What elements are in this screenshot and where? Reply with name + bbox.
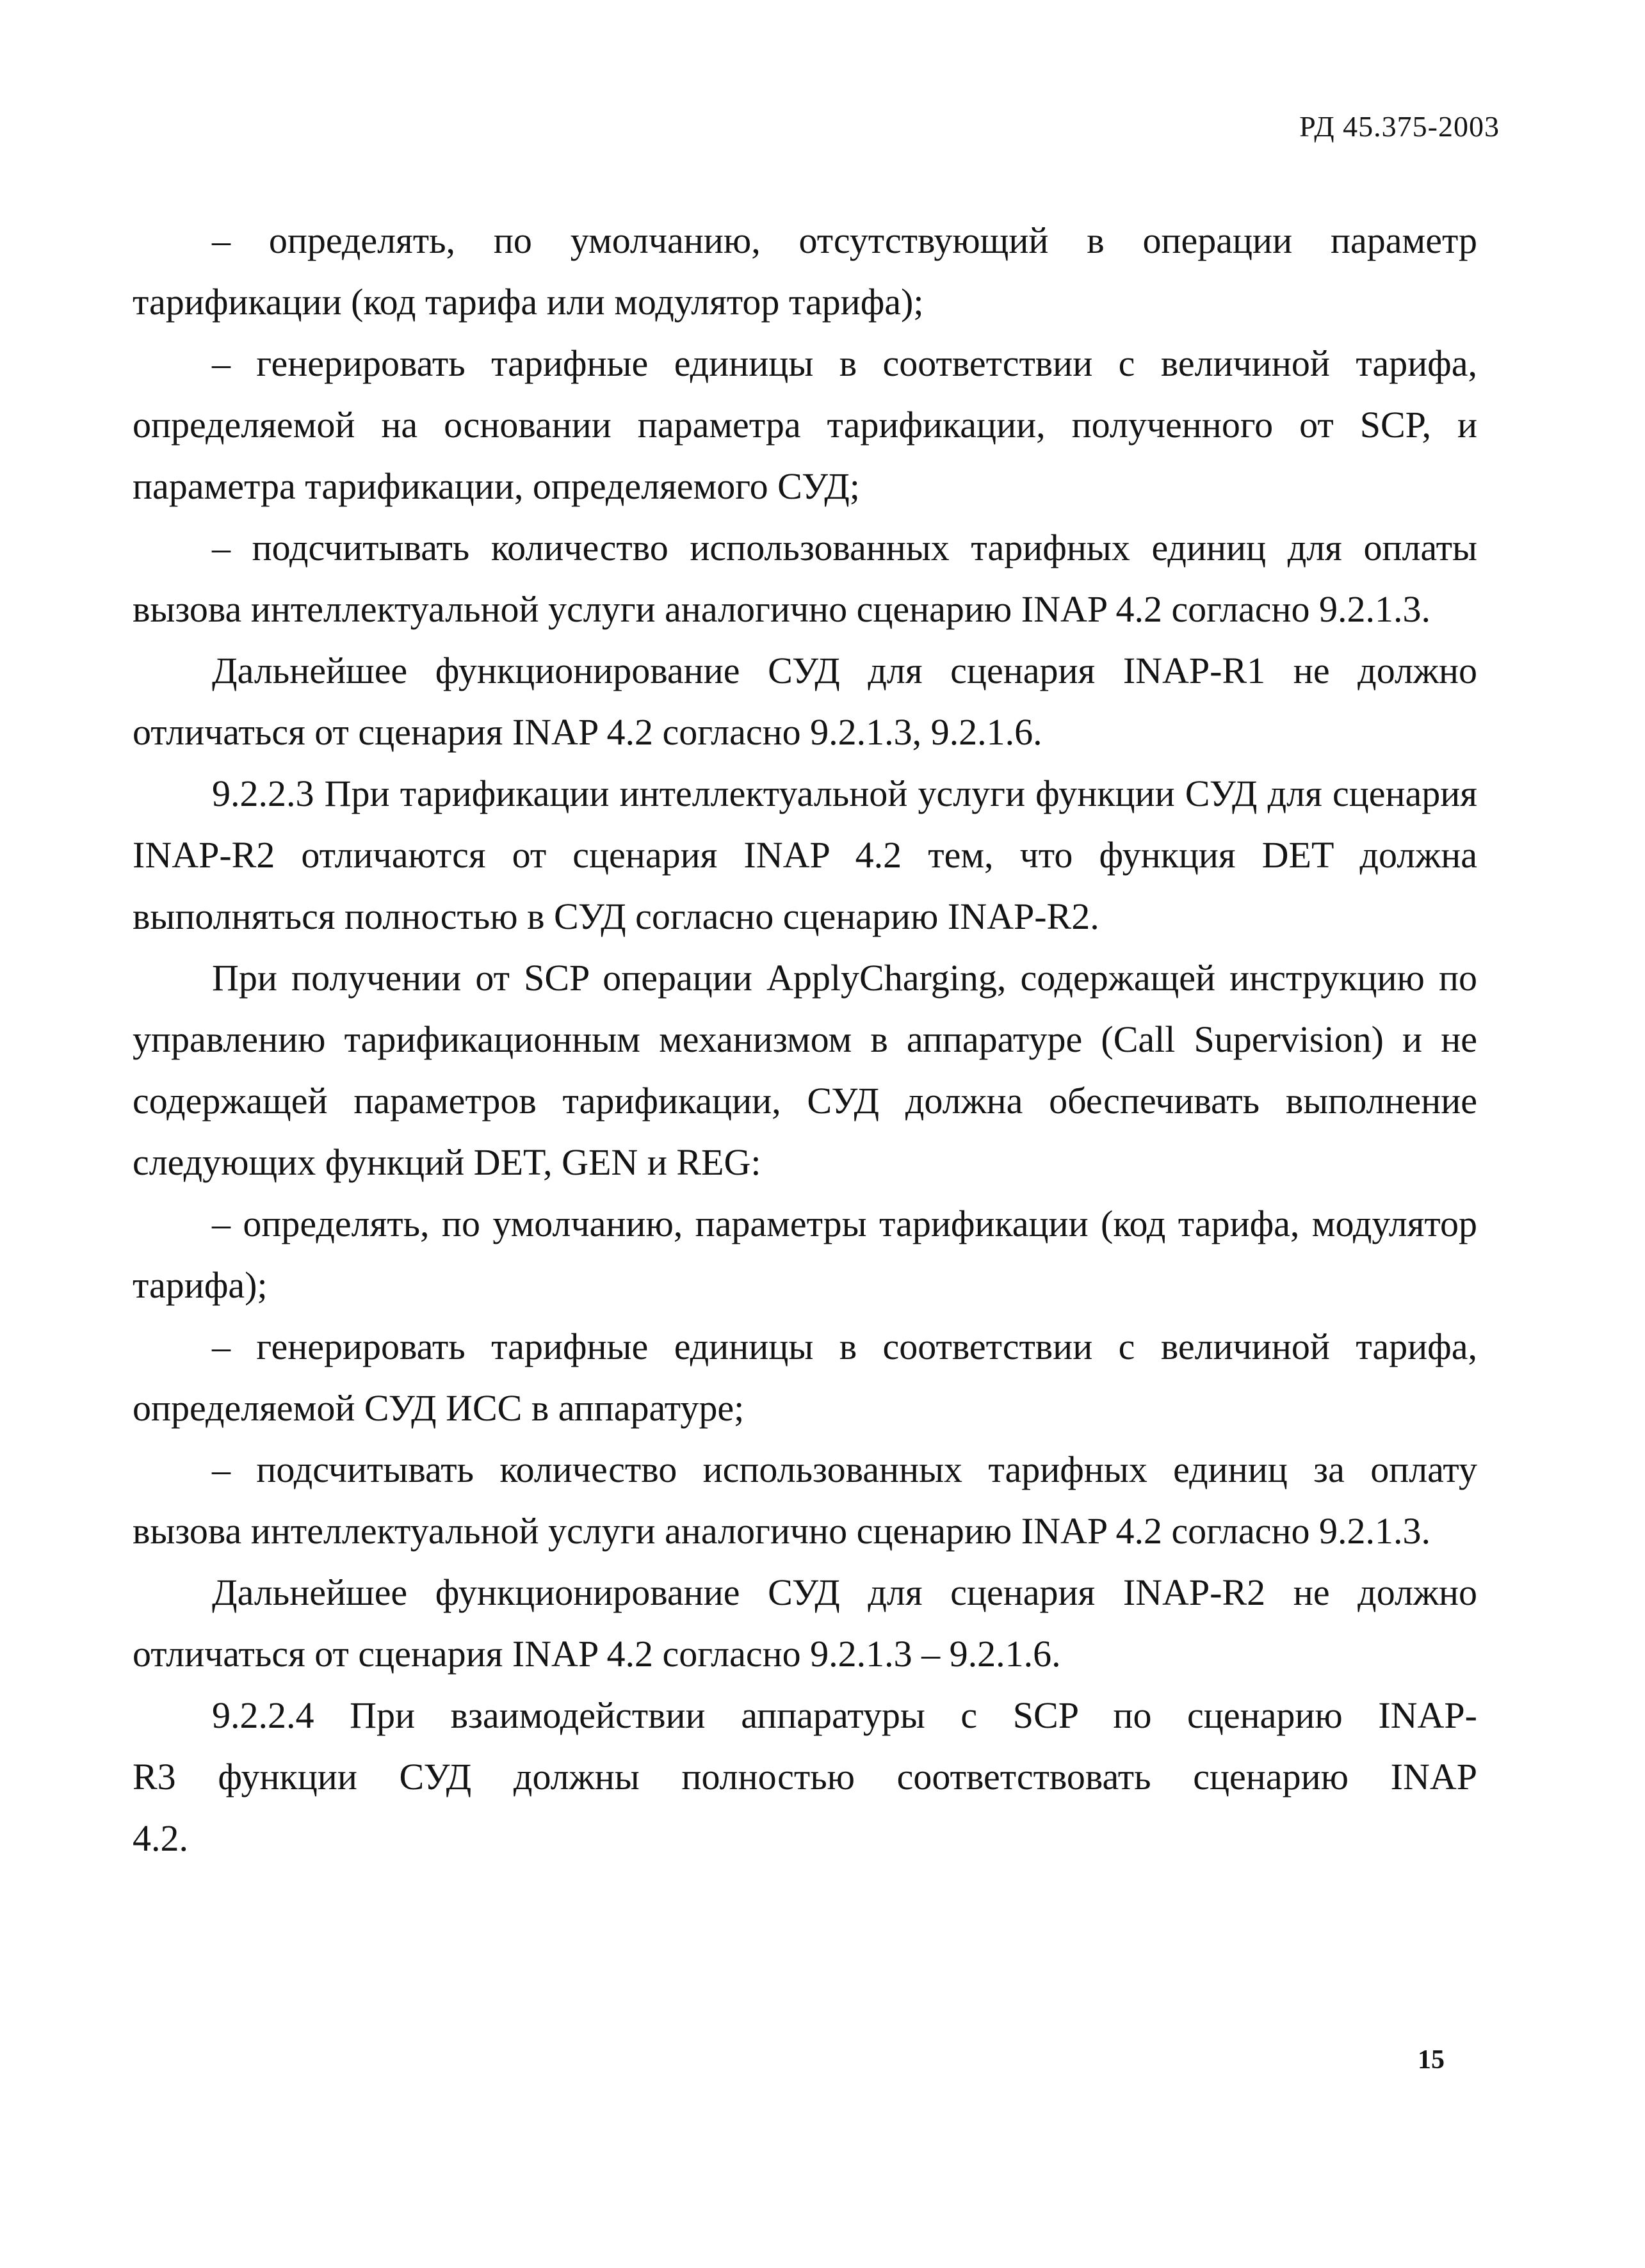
paragraph: – определять, по умолчанию, отсутствующий в операции параметр тарификации (код тарифа или модулятор тарифа); xyxy=(133,220,1477,323)
document-body xyxy=(133,210,1477,1869)
paragraph: Дальнейшее функционирование СУД для сценария INAP-R1 не должно отличаться от сценария INAP 4.2 согласно 9.2.1.3, 9.2.1.6. xyxy=(133,650,1477,753)
paragraph: – генерировать тарифные единицы в соответствии с величиной тарифа, определяемой на основании параметра тарификации, полученного от SCP, и параметра тарификации, определяемого СУД; xyxy=(133,342,1477,507)
document-code: РД 45.375-2003 xyxy=(1299,110,1500,143)
paragraph: Дальнейшее функционирование СУД для сценария INAP-R2 не должно отличаться от сценария INAP 4.2 согласно 9.2.1.3 – 9.2.1.6. xyxy=(133,1572,1477,1675)
page-number: 15 xyxy=(1418,2045,1445,2075)
paragraph: – подсчитывать количество использованных тарифных единиц за оплату вызова интеллектуальной услуги аналогично сценарию INAP 4.2 согласно 9.2.1.3. xyxy=(133,1449,1477,1552)
paragraph: При получении от SCP операции ApplyCharging, содержащей инструкцию по управлению тарификационным механизмом в аппаратуре (Call Supervision) и не содержащей параметров тарификации, СУД должна обеспечивать выполнение следующих функций DET, GEN и REG: xyxy=(133,957,1477,1183)
paragraph: 9.2.2.3 При тарификации интеллектуальной услуги функции СУД для сценария INAP-R2 отличаются от сценария INAP 4.2 тем, что функция DET должна выполняться полностью в СУД согласно сценарию INAP-R2. xyxy=(133,773,1477,937)
paragraph: – определять, по умолчанию, параметры тарификации (код тарифа, модулятор тарифа); xyxy=(133,1203,1477,1306)
paragraph: – подсчитывать количество использованных тарифных единиц для оплаты вызова интеллектуальной услуги аналогично сценарию INAP 4.2 согласно 9.2.1.3. xyxy=(133,527,1477,630)
paragraph: – генерировать тарифные единицы в соответствии с величиной тарифа, определяемой СУД ИСС в аппаратуре; xyxy=(133,1326,1477,1429)
paragraph: 9.2.2.4 При взаимодействии аппаратуры с SCP по сценарию INAP-R3 функции СУД должны полностью соответствовать сценарию INAP 4.2. xyxy=(133,1694,1477,1859)
